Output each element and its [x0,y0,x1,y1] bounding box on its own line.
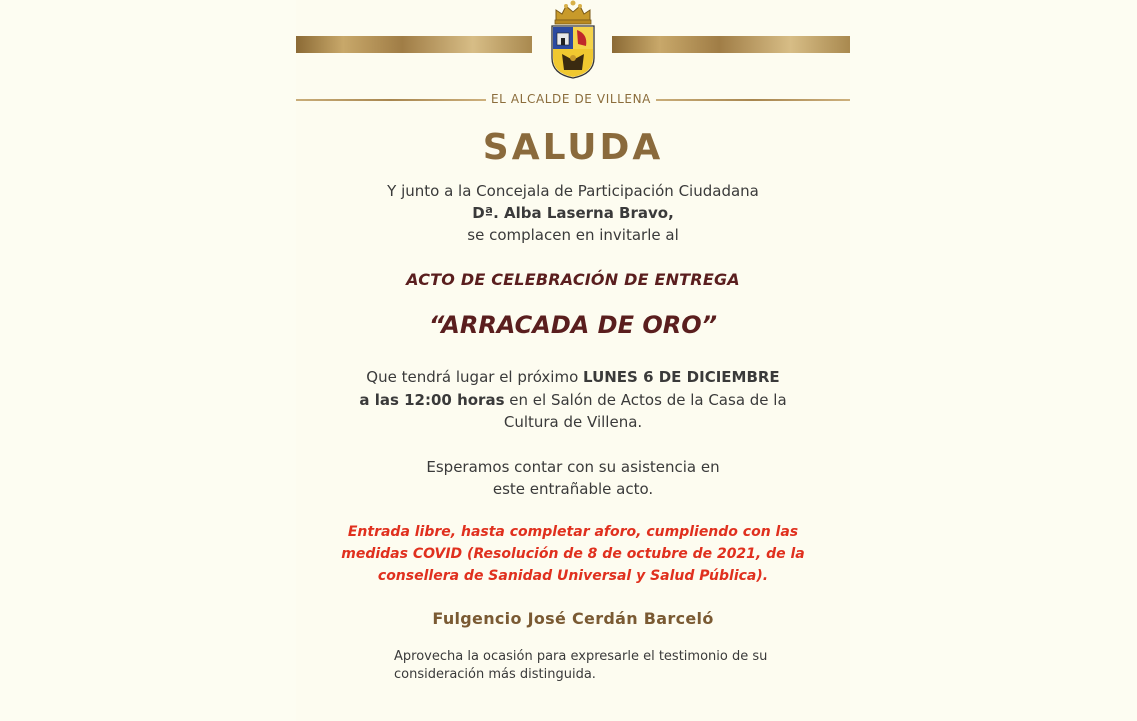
closing-line-2: consideración más distinguida. [394,667,596,682]
details-line-2 [296,389,850,411]
details-time: a las 12:00 horas [359,391,505,409]
notice-line-2: medidas COVID (Resolución de 8 de octubre de 2021, de la [341,546,805,562]
villena-coat-of-arms-icon [542,0,604,80]
event-title: ACTO DE CELEBRACIÓN DE ENTREGA [406,270,740,289]
details-place-1: en el Salón de Actos de la Casa de la [504,391,787,409]
details-date: LUNES 6 DE DICIEMBRE [583,368,780,386]
attendance-line-2: este entrañable acto. [492,480,654,498]
gold-band-left [296,36,532,53]
notice-line-1: Entrada libre, hasta completar aforo, cumpliendo con las [347,524,799,540]
intro-line-1: Y junto a la Concejala de Participación Ciudadana [387,182,759,200]
details-place-2: Cultura de Villena. [503,413,643,431]
closing-text [394,648,814,684]
details-prefix: Que tendrá lugar el próximo [366,368,584,386]
header-title: EL ALCALDE DE VILLENA [490,92,651,106]
divider-left [296,99,486,101]
intro-line-3: se complacen en invitarle al [467,226,679,244]
details-line-1 [296,366,850,388]
saluda-heading: SALUDA [482,127,664,168]
notice-line-3: consellera de Sanidad Universal y Salud Pública). [377,568,769,584]
signer-name: Fulgencio José Cerdán Barceló [432,609,714,628]
invitation-card [296,0,850,721]
event-award: “ARRACADA DE ORO” [428,311,718,339]
attendance-line-1: Esperamos contar con su asistencia en [426,458,720,476]
covid-notice [296,521,850,587]
closing-line-1: Aprovecha la ocasión para expresarle el testimonio de su [394,649,768,664]
intro-name: Dª. Alba Laserna Bravo, [472,204,674,222]
gold-band-right [612,36,850,53]
divider-right [656,99,850,101]
